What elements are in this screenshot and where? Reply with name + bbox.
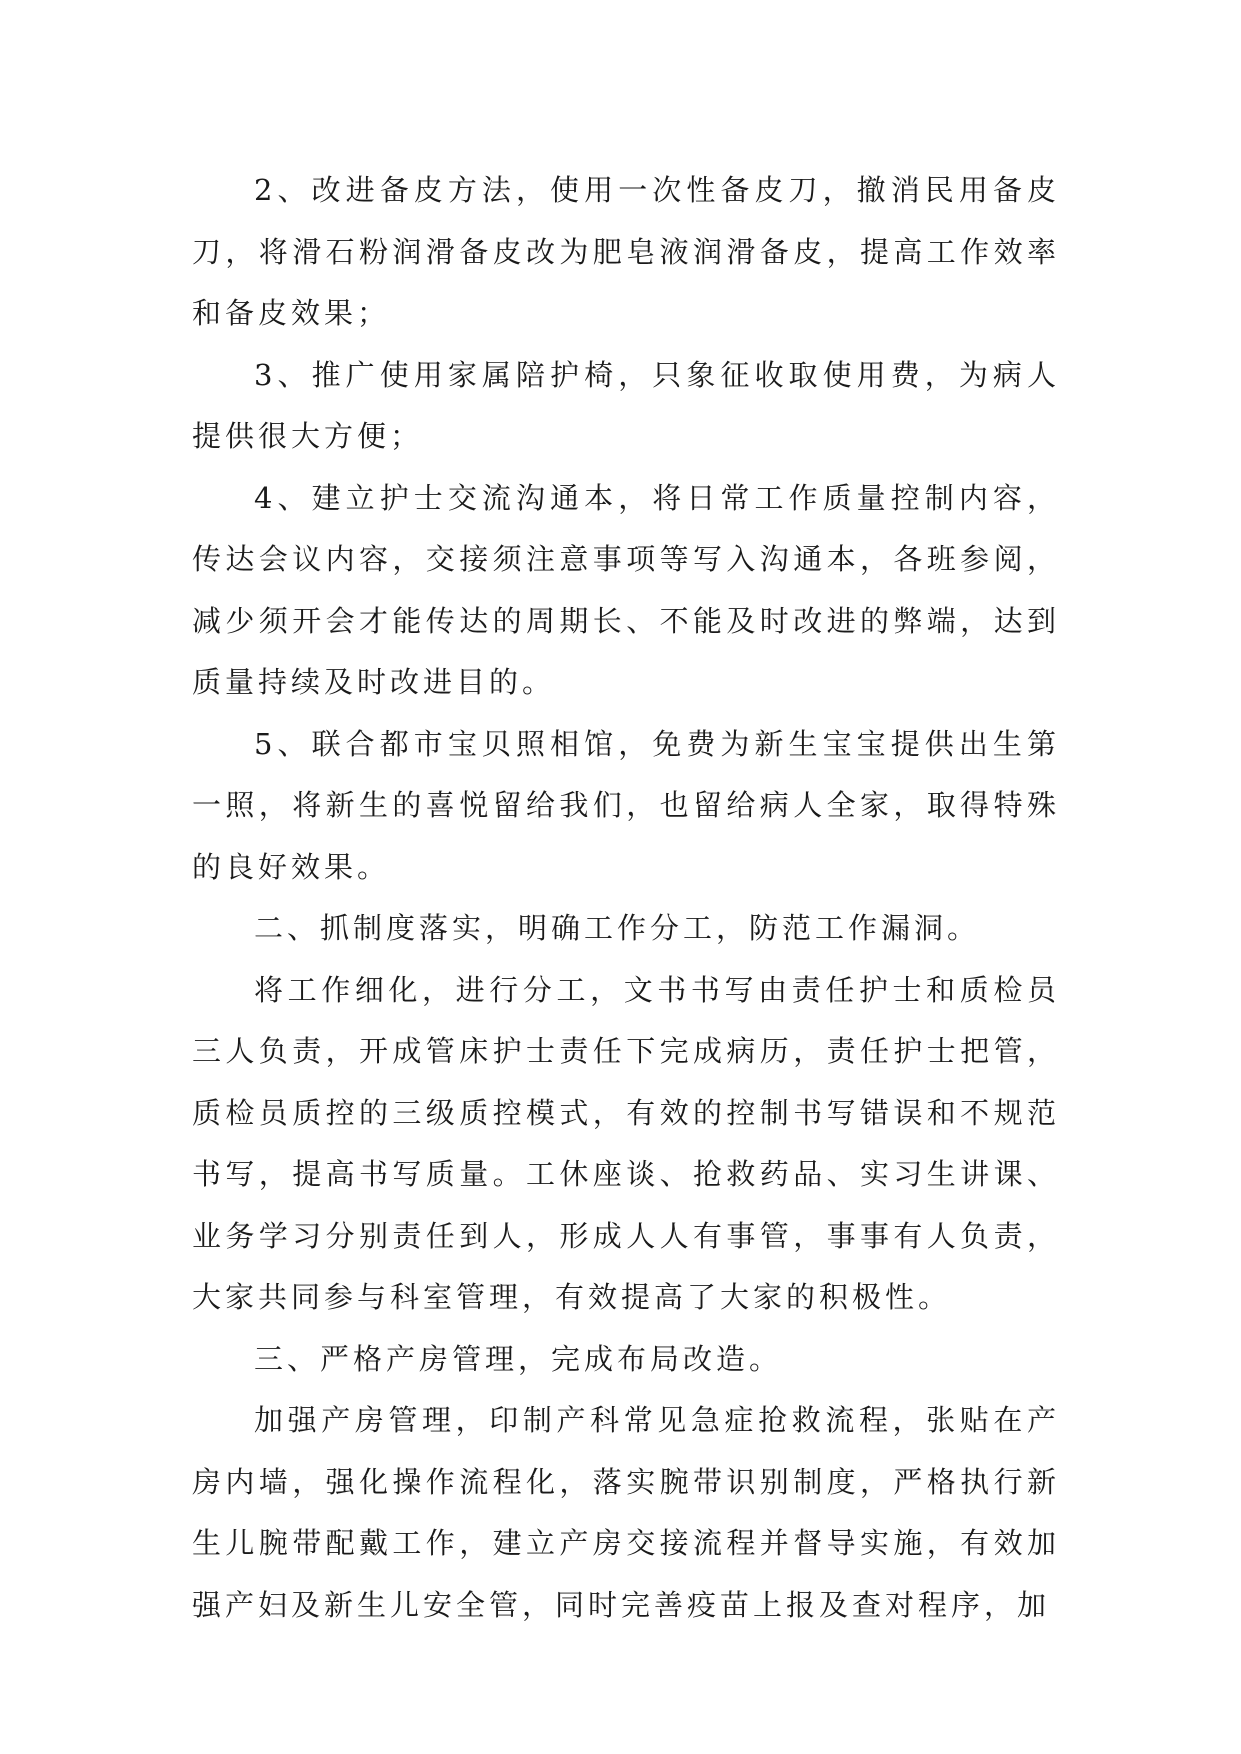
document-body [192, 160, 1060, 1636]
paragraph-item-5: 5、联合都市宝贝照相馆，免费为新生宝宝提供出生第一照，将新生的喜悦留给我们，也留给病人全家，取得特殊的良好效果。 [192, 726, 1060, 884]
section-body-3: 加强产房管理，印制产科常见急症抢救流程，张贴在产房内墙，强化操作流程化，落实腕带识别制度，严格执行新生儿腕带配戴工作，建立产房交接流程并督导实施，有效加强产妇及新生儿安全管，同时完善疫苗上报及查对程序，加 [192, 1403, 1060, 1622]
section-body-2: 将工作细化，进行分工，文书书写由责任护士和质检员三人负责，开成管床护士责任下完成病历，责任护士把管，质检员质控的三级质控模式，有效的控制书写错误和不规范书写，提高书写质量。工休座谈、抢救药品、实习生讲课、业务学习分别责任到人，形成人人有事管，事事有人负责，大家共同参与科室管理，有效提高了大家的积极性。 [192, 972, 1060, 1314]
section-heading-2: 二、抓制度落实，明确工作分工，防范工作漏洞。 [254, 911, 981, 945]
paragraph-item-4: 4、建立护士交流沟通本，将日常工作质量控制内容，传达会议内容，交接须注意事项等写入沟通本，各班参阅，减少须开会才能传达的周期长、不能及时改进的弊端，达到质量持续及时改进目的。 [192, 480, 1060, 699]
paragraph-item-3: 3、推广使用家属陪护椅，只象征收取使用费，为病人提供很大方便； [192, 357, 1060, 453]
paragraph-item-2: 2、改进备皮方法，使用一次性备皮刀，撤消民用备皮刀，将滑石粉润滑备皮改为肥皂液润滑备皮，提高工作效率和备皮效果； [192, 173, 1060, 330]
section-heading-3: 三、严格产房管理，完成布局改造。 [254, 1341, 783, 1376]
